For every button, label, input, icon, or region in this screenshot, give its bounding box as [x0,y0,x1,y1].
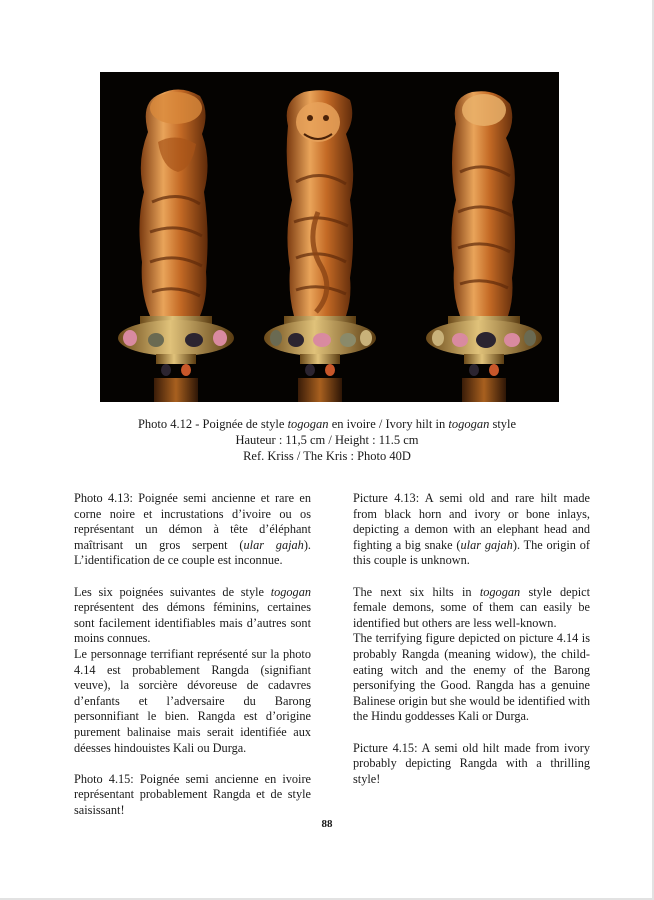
french-paragraph-4-14: Le personnage terrifiant représenté sur la photo 4.14 est probablement Rangda (signifiant veuve), la sorcière dévoreuse de cadavres d’enfants et l’adversaire du Barong personnifiant le bien. Rangda est d’origine purement balinaise mais serait identifiée aux déesses hindouistes Kali ou Durga. [74,646,311,755]
french-paragraph-4-15: Photo 4.15: Poignée semi ancienne en ivoire représentant probablement Rangda et de style saisissant! [74,771,311,817]
french-paragraph-4-13: Photo 4.13: Poignée semi ancienne et rare en corne noire et incrustations d’ivoire ou os représentant un démon à tête d’éléphant maîtrisant un gros serpent (ular gajah). L’identification de ce couple est inconnue. [74,491,311,568]
caption-line-height: Hauteur : 11,5 cm / Height : 11.5 cm [235,433,419,447]
french-column [74,491,311,818]
french-paragraph-intro: Les six poignées suivantes de style togogan représentent des démons féminins, certaines sont facilement identifiables mais d’autres sont moins connues. [74,584,311,646]
english-paragraph-intro: The next six hilts in togogan style depict female demons, some of them can easily be identified but others are less well-known. [353,584,591,630]
caption-line-title: Photo 4.12 - Poignée de style togogan en ivoire / Ivory hilt in togogan style [137,417,517,431]
english-paragraph-4-14: The terrifying figure depicted on picture 4.14 is probably Rangda (meaning widow), the child-eating witch and the enemy of the Barong personifying the Good. Rangda has a genuine Balinese origin but she would be identified with the Hindu goddesses Kali or Durga. [353,631,590,724]
hilt-photograph [100,72,559,402]
hilt-illustration [100,72,559,402]
english-column [353,491,590,787]
english-paragraph-4-13: Picture 4.13: A semi old and rare hilt made from black horn and ivory or bone inlays, depicting a demon with an elephant head and fighting a big snake (ular gajah). The origin of this couple is unknown. [353,491,590,568]
page-number: 88 [321,818,333,830]
english-paragraph-4-15: Picture 4.15: A semi old hilt made from ivory probably depicting Rangda with a thrilling style! [353,740,590,786]
photo-caption [0,416,654,464]
caption-line-reference: Ref. Kriss / The Kris : Photo 40D [243,449,411,463]
